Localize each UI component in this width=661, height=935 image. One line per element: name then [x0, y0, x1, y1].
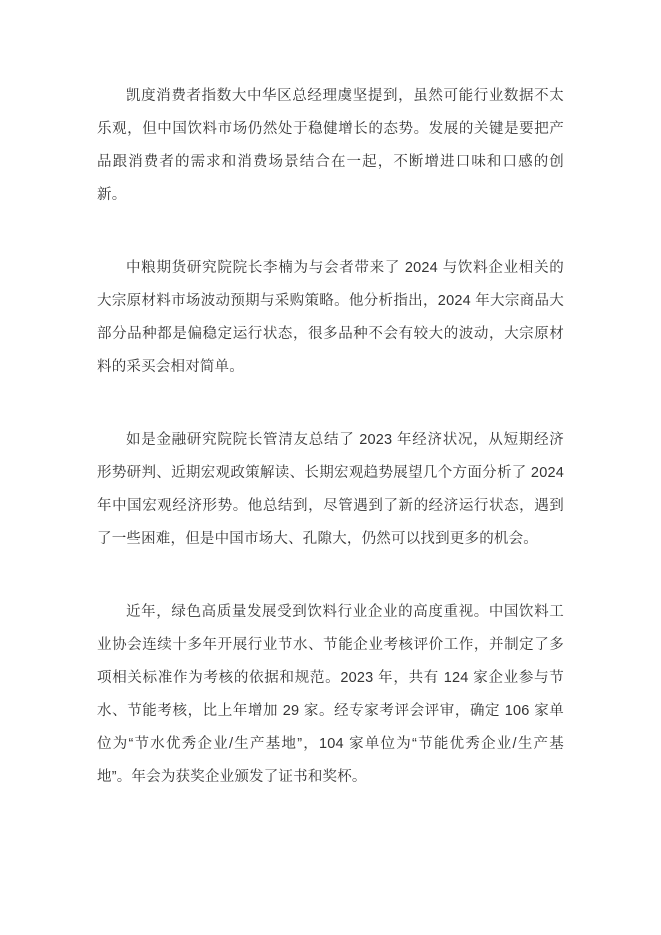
body-paragraph: 近年，绿色高质量发展受到饮料行业企业的高度重视。中国饮料工业协会连续十多年开展行业节水、节能企业考核评价工作，并制定了多项相关标准作为考核的依据和规范。2023 年，共有 124 家企业参与节水、节能考核，比上年增加 29 家。经专家考评会评审，确定 106 家单位为“节水优秀企业/生产基地”，104 家单位为“节能优秀企业/生产基地”。年会为获奖企业颁发了证书和奖杯。 [97, 604, 564, 785]
document-body [97, 80, 564, 794]
body-paragraph: 凯度消费者指数大中华区总经理虞坚提到，虽然可能行业数据不太乐观，但中国饮料市场仍然处于稳健增长的态势。发展的关键是要把产品跟消费者的需求和消费场景结合在一起，不断增进口味和口感的创新。 [97, 88, 564, 203]
body-paragraph: 如是金融研究院院长管清友总结了 2023 年经济状况，从短期经济形势研判、近期宏观政策解读、长期宏观趋势展望几个方面分析了 2024 年中国宏观经济形势。他总结到，尽管遇到了新的经济运行状态，遇到了一些困难，但是中国市场大、孔隙大，仍然可以找到更多的机会。 [97, 432, 564, 547]
body-paragraph: 中粮期货研究院院长李楠为与会者带来了 2024 与饮料企业相关的大宗原材料市场波动预期与采购策略。他分析指出，2024 年大宗商品大部分品种都是偏稳定运行状态，很多品种不会有较大的波动，大宗原材料的采买会相对简单。 [97, 260, 564, 375]
